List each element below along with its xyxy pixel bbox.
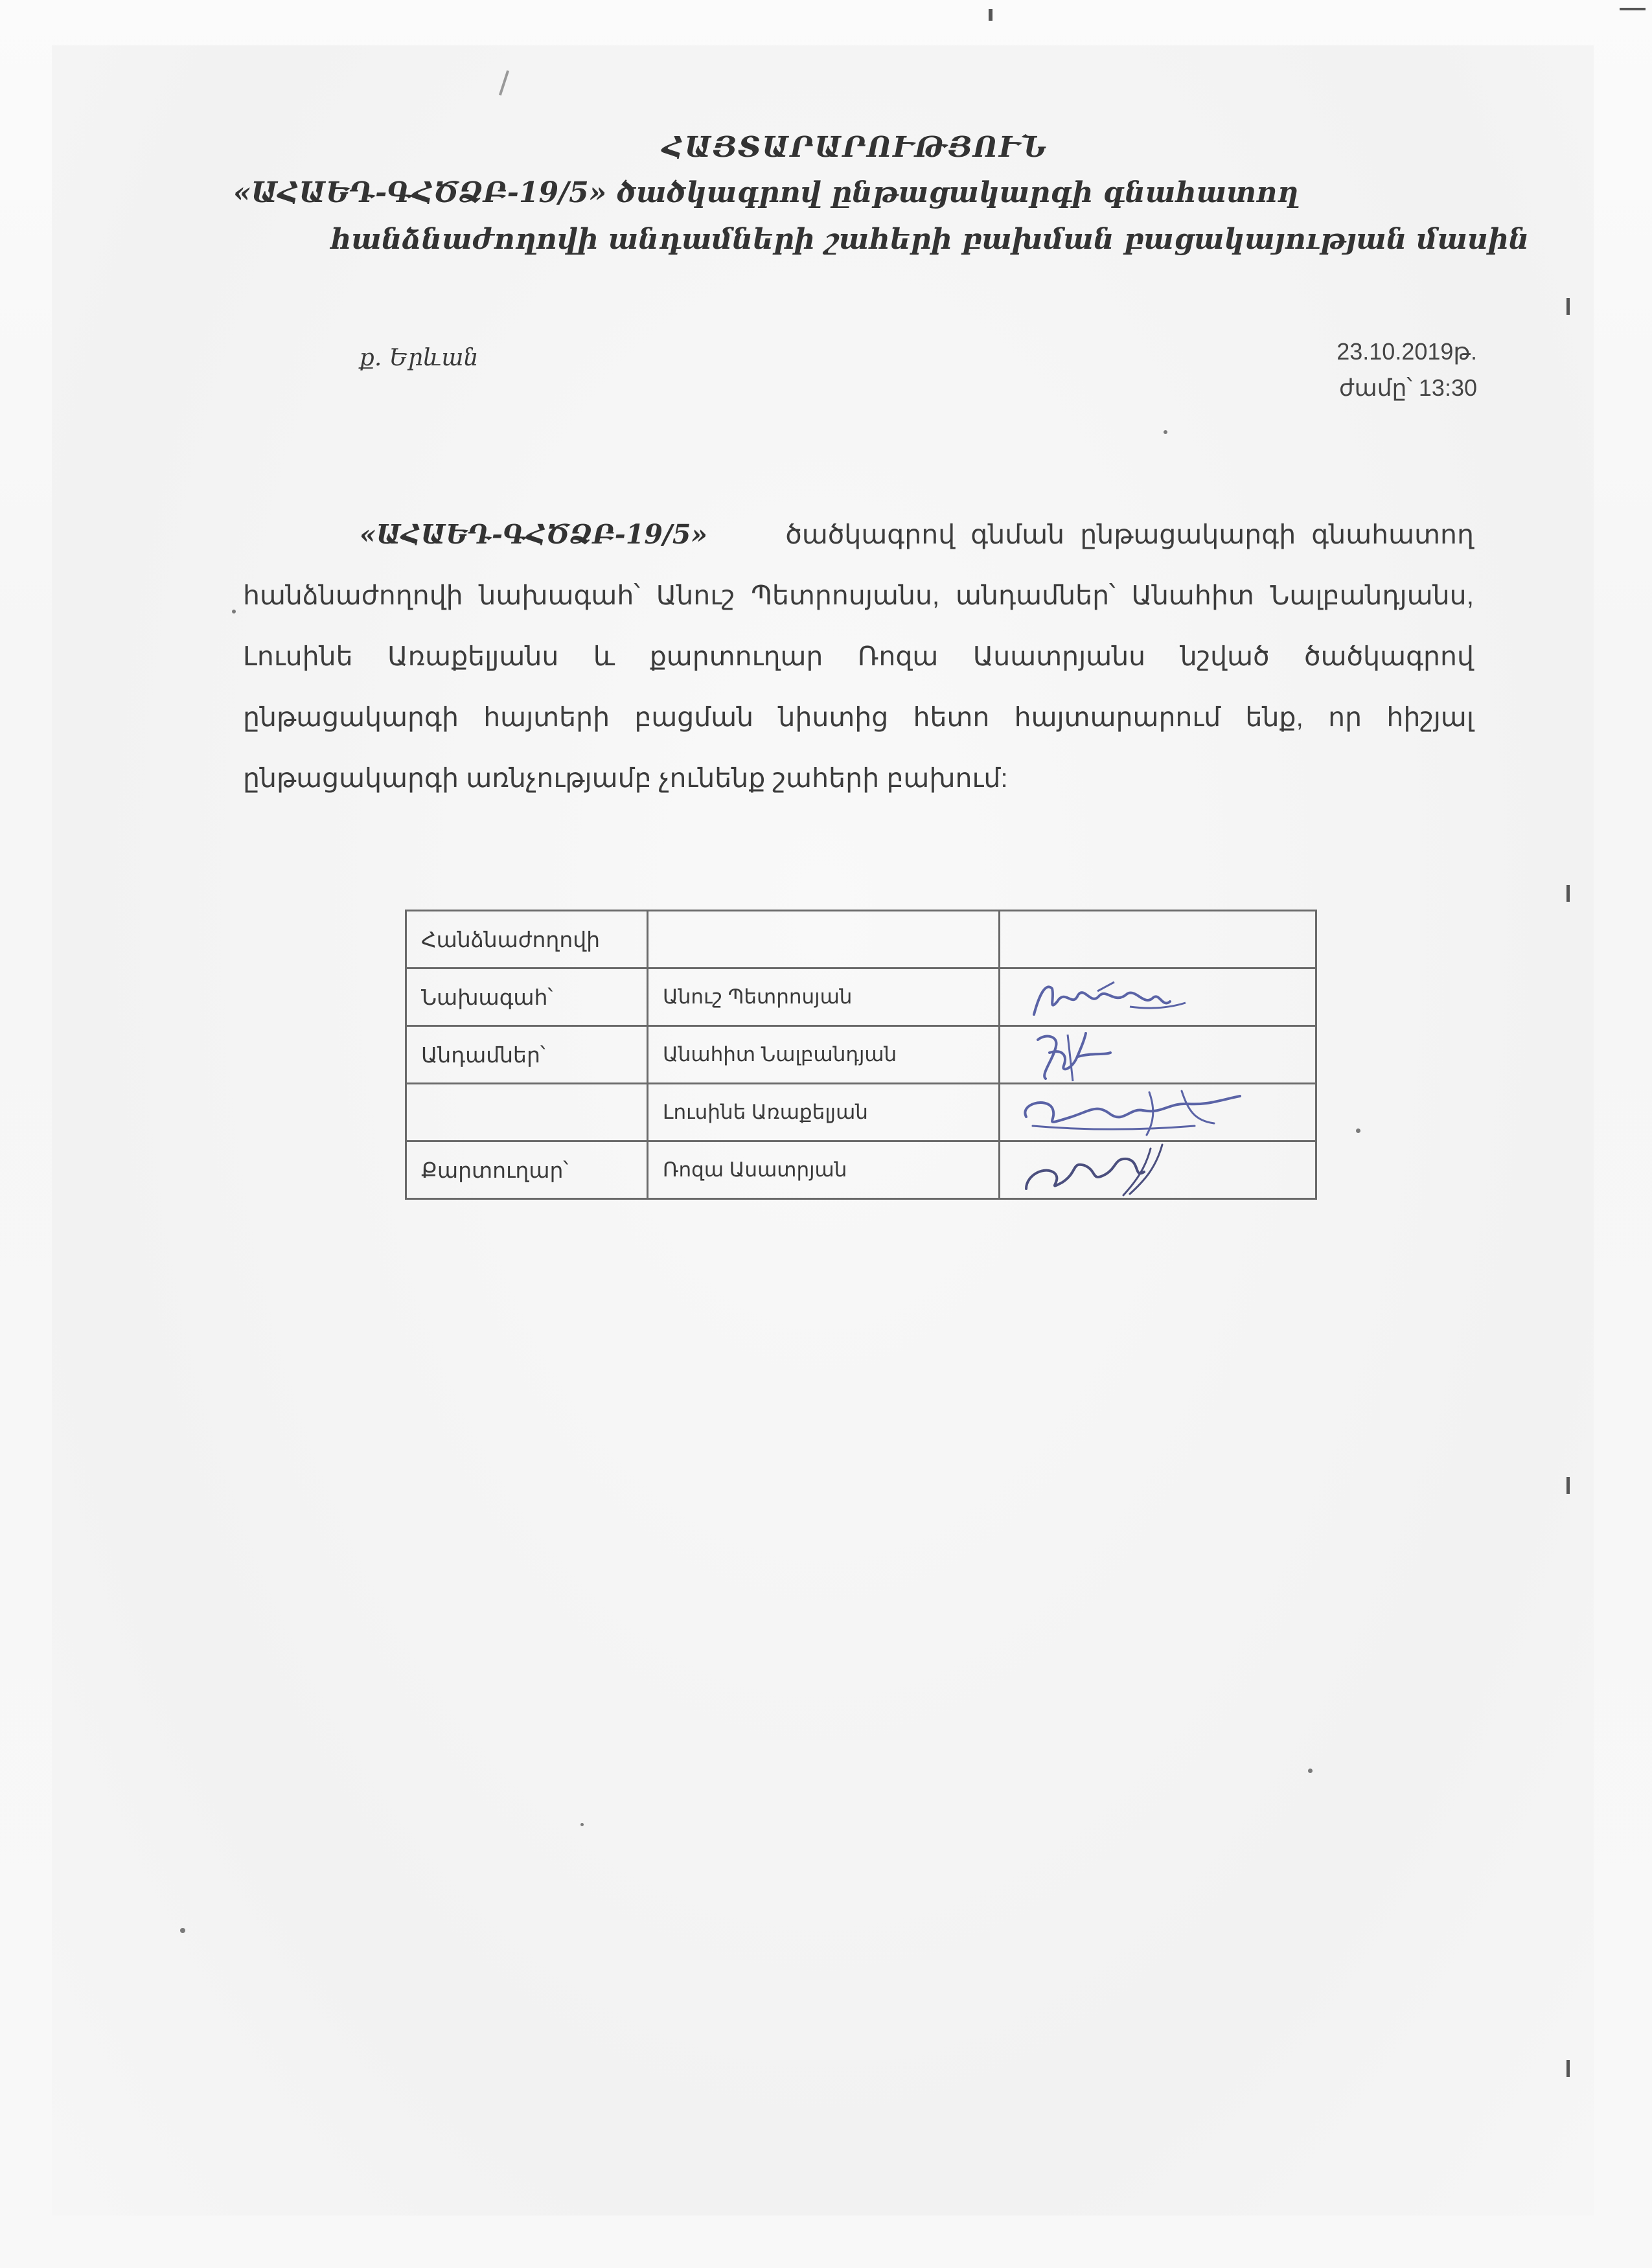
role-cell: Քարտուղար՝ [406,1141,648,1199]
signature-4 [1000,1142,1315,1198]
procurement-code: «ԱՀԱԵԴ-ԳՀԾՁԲ-19/5» [360,519,707,550]
name-cell: Ռոզա Ասատրյան [648,1141,1000,1199]
table-row [406,911,1316,968]
document-title: ՀԱՅՏԱՐԱՐՈՒԹՅՈՒՆ [662,131,1048,164]
scan-mark-1 [1566,298,1570,315]
role-cell [406,1084,648,1141]
signature-2 [1000,1027,1315,1082]
table-row [406,1141,1316,1199]
signature-3 [1000,1084,1315,1140]
signature-cell [1000,1026,1316,1084]
time: ժամը՝ 13:30 [1338,374,1477,401]
signature-cell [1000,1084,1316,1141]
date: 23.10.2019թ. [1337,338,1477,365]
table-cell-empty [1000,911,1316,968]
scan-mark-2 [1566,885,1570,902]
speck-1 [1164,430,1167,434]
speck-2 [1308,1769,1313,1773]
committee-header: Հանձնաժողովի [406,911,648,968]
signature-cell [1000,968,1316,1026]
place: ք. Երևան [360,345,479,371]
signature-cell [1000,1141,1316,1199]
role-cell: Նախագահ՝ [406,968,648,1026]
declaration-body: ծածկագրով գնման ընթացակարգի գնահատող հանձնաժողովի նախագահ՝ Անուշ Պետրոսյանս, անդամներ՝ Անահիտ Նալբանդյանս, Լուսինե Առաքելյանս և քարտուղար Ռոզա Ասատրյանս նշված ծածկագրով ընթացակարգի հայտերի բացման նիստից հետո հայտարարում ենք, որ հիշյալ ընթացակարգի առնչությամբ չունենք շահերի բախում: [243,520,1474,793]
heading-line-3: հանձնաժողովի անդամների շահերի բախման բացակայության մասին [330,223,1530,256]
scan-mark-3 [1566,1477,1570,1494]
speck-5 [580,1823,584,1826]
speck-6 [232,610,236,613]
role-cell: Անդամներ՝ [406,1026,648,1084]
signature-1 [1000,969,1315,1025]
date-time [1337,334,1477,406]
scan-mark-corner [1620,8,1646,10]
heading-line-2: «ԱՀԱԵԴ-ԳՀԾՁԲ-19/5» ծածկագրով ընթացակարգի գնահատող [233,176,1298,209]
speck-3 [180,1928,185,1933]
name-cell: Անուշ Պետրոսյան [648,968,1000,1026]
scan-mark-4 [1566,2060,1570,2077]
table-row [406,1084,1316,1141]
name-cell: Անահիտ Նալբանդյան [648,1026,1000,1084]
table-cell-empty [648,911,1000,968]
table-row [406,968,1316,1026]
committee-table [405,910,1317,1200]
table-row [406,1026,1316,1084]
declaration-text [243,504,1474,808]
speck-4 [1356,1128,1360,1133]
scan-mark-top [989,9,992,21]
name-cell: Լուսինե Առաքելյան [648,1084,1000,1141]
